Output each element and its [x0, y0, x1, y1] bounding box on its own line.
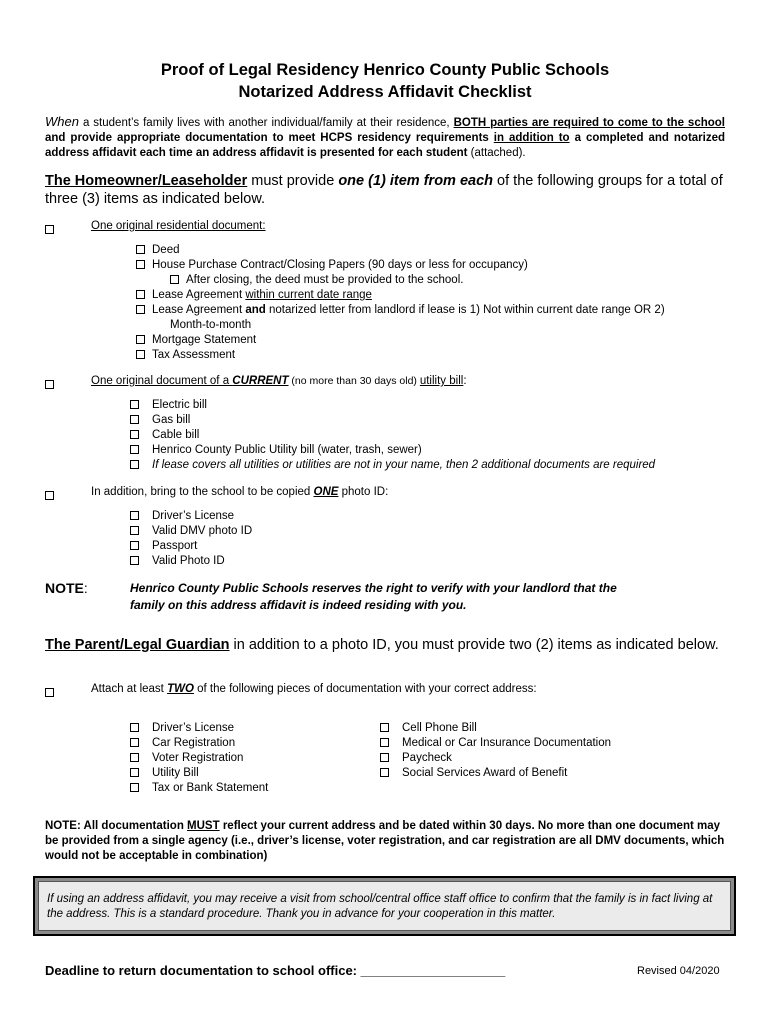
- cable-checkbox[interactable]: [130, 430, 139, 439]
- note1-colon: :: [83, 580, 88, 596]
- tax-assessment-label: Tax Assessment: [152, 349, 236, 361]
- after-closing-item[interactable]: [170, 273, 463, 288]
- valid-photo-id-item[interactable]: [130, 554, 225, 569]
- intro-text-1: a student’s family lives with another individual/family at their residence,: [78, 117, 454, 129]
- deadline-line: Deadline to return documentation to school office: ____________________: [45, 963, 506, 978]
- lease-utilities-checkbox[interactable]: [130, 460, 139, 469]
- after-closing-checkbox[interactable]: [170, 275, 179, 284]
- parent-doc-checkbox[interactable]: [130, 738, 139, 747]
- drivers-license-label: Driver’s License: [152, 510, 235, 522]
- dmv-id-item[interactable]: [130, 524, 252, 539]
- lease-range-checkbox[interactable]: [136, 290, 145, 299]
- deed-checkbox[interactable]: [136, 245, 145, 254]
- parent-doc-label: Tax or Bank Statement: [152, 782, 269, 794]
- passport-label: Passport: [152, 540, 198, 552]
- note1-line2: family on this address affidavit is indeed residing with you.: [130, 598, 467, 612]
- intro-when: When: [45, 114, 79, 129]
- mortgage-checkbox[interactable]: [136, 335, 145, 344]
- parent-doc-label: Social Services Award of Benefit: [402, 767, 568, 779]
- note1-label: [45, 580, 88, 597]
- parent-doc-item[interactable]: [380, 736, 611, 751]
- intro-in-addition: in addition to: [493, 132, 570, 144]
- attach-text-2: of the following pieces of documentation with your correct address:: [193, 683, 537, 695]
- parent-doc-label: Medical or Car Insurance Documentation: [402, 737, 612, 749]
- note2-must: MUST: [187, 820, 220, 832]
- visit-note: If using an address affidavit, you may receive a visit from school/central office staff office to confirm that the family is in fact living at the address. This is a standard procedure. Thank you in advance for your cooperation in this matter.: [38, 881, 731, 931]
- attach-text-1: Attach at least: [91, 683, 168, 695]
- homeowner-heading: [45, 172, 725, 208]
- page-subtitle: Notarized Address Affidavit Checklist: [238, 83, 532, 101]
- henrico-utility-checkbox[interactable]: [130, 445, 139, 454]
- month-to-month-text: Month-to-month: [170, 319, 252, 331]
- parent-doc-item[interactable]: [130, 736, 235, 751]
- parent-doc-item[interactable]: [380, 721, 477, 736]
- homeowner-label: The Homeowner/Leaseholder: [45, 173, 248, 189]
- parent-doc-checkbox[interactable]: [380, 723, 389, 732]
- henrico-utility-label: Henrico County Public Utility bill (water, trash, sewer): [152, 444, 422, 456]
- utility-age: (no more than 30 days old): [288, 375, 420, 387]
- lease-letter-label: Lease Agreement: [152, 304, 246, 316]
- electric-label: Electric bill: [152, 399, 207, 411]
- electric-item[interactable]: [130, 398, 207, 413]
- note1-label-text: NOTE: [45, 580, 84, 596]
- cable-label: Cable bill: [152, 429, 200, 441]
- attach-two: TWO: [167, 683, 194, 695]
- photo-id-text-2: photo ID:: [338, 486, 389, 498]
- valid-photo-id-checkbox[interactable]: [130, 556, 139, 565]
- utility-colon: :: [463, 375, 467, 387]
- parent-doc-label: Utility Bill: [152, 767, 199, 779]
- parent-doc-item[interactable]: [130, 781, 268, 796]
- parent-doc-label: Driver’s License: [152, 722, 235, 734]
- attach-checkbox[interactable]: [45, 683, 61, 701]
- utility-label: [91, 374, 467, 388]
- parent-doc-checkbox[interactable]: [380, 753, 389, 762]
- utility-label-text: One original document of a: [91, 375, 233, 387]
- drivers-license-checkbox[interactable]: [130, 511, 139, 520]
- intro-both-parties: BOTH parties are required to come to the school: [453, 117, 725, 129]
- intro-text-2: and provide appropriate documentation to meet HCPS residency requirements: [45, 132, 494, 144]
- parent-doc-checkbox[interactable]: [380, 738, 389, 747]
- parent-doc-item[interactable]: [380, 751, 452, 766]
- parent-heading: [45, 636, 725, 654]
- parent-doc-checkbox[interactable]: [380, 768, 389, 777]
- drivers-license-item[interactable]: [130, 509, 234, 524]
- residential-label: One original residential document:: [91, 220, 266, 232]
- henrico-utility-item[interactable]: [130, 443, 422, 458]
- parent-doc-item[interactable]: [130, 751, 243, 766]
- purchase-item[interactable]: [136, 258, 528, 273]
- lease-range-label: Lease Agreement: [152, 289, 246, 301]
- lease-letter-item[interactable]: [136, 303, 665, 318]
- gas-item[interactable]: [130, 413, 190, 428]
- purchase-label: House Purchase Contract/Closing Papers (90 days or less for occupancy): [152, 259, 528, 271]
- parent-doc-item[interactable]: [380, 766, 567, 781]
- passport-checkbox[interactable]: [130, 541, 139, 550]
- parent-doc-label: Cell Phone Bill: [402, 722, 477, 734]
- parent-doc-checkbox[interactable]: [130, 723, 139, 732]
- parent-text: in addition to a photo ID, you must provide two (2) items as indicated below.: [229, 637, 719, 653]
- note1-line1: Henrico County Public Schools reserves the right to verify with your landlord that the: [130, 581, 617, 595]
- parent-doc-label: Voter Registration: [152, 752, 244, 764]
- note2-text-2: reflect your current address and be dated within 30 days. No more than one document may be provided from a single agency (i.e., driver’s license, voter registration, and car registration are all DMV documents, which would not be acceptable in combination): [45, 820, 725, 862]
- lease-utilities-item[interactable]: [130, 458, 655, 473]
- lease-utilities-label: If lease covers all utilities or utilities are not in your name, then 2 additional documents are required: [152, 459, 656, 471]
- lease-range-underlined: within current date range: [245, 289, 372, 301]
- parent-doc-item[interactable]: [130, 766, 199, 781]
- gas-checkbox[interactable]: [130, 415, 139, 424]
- documentation-note: [45, 819, 725, 864]
- homeowner-one-item: one (1) item from each: [338, 173, 494, 189]
- lease-range-item[interactable]: [136, 288, 372, 303]
- dmv-id-label: Valid DMV photo ID: [152, 525, 253, 537]
- lease-letter-text: notarized letter from landlord if lease is 1) Not within current date range OR 2): [265, 304, 665, 316]
- utility-current: CURRENT: [232, 375, 289, 387]
- revised-date: Revised 04/2020: [637, 965, 720, 977]
- valid-photo-id-label: Valid Photo ID: [152, 555, 225, 567]
- intro-attached: (attached).: [467, 147, 526, 159]
- parent-doc-checkbox[interactable]: [130, 768, 139, 777]
- lease-letter-checkbox[interactable]: [136, 305, 145, 314]
- parent-doc-item[interactable]: [130, 721, 234, 736]
- parent-doc-label: Car Registration: [152, 737, 236, 749]
- homeowner-text-2: of the following groups for a total of three (3) items as indicated below.: [45, 173, 723, 207]
- intro-text-3: a completed and notarized address affidavit each time an address affidavit is presented for each student: [45, 132, 726, 159]
- tax-assessment-checkbox[interactable]: [136, 350, 145, 359]
- attach-label: [91, 682, 537, 696]
- photo-id-checkbox[interactable]: [45, 486, 61, 504]
- cable-item[interactable]: [130, 428, 199, 443]
- deed-label: Deed: [152, 244, 180, 256]
- passport-item[interactable]: [130, 539, 197, 554]
- purchase-checkbox[interactable]: [136, 260, 145, 269]
- parent-doc-checkbox[interactable]: [130, 753, 139, 762]
- photo-id-text-1: In addition, bring to the school to be copied: [91, 486, 314, 498]
- deed-item[interactable]: [136, 243, 180, 258]
- after-closing-label: After closing, the deed must be provided to the school.: [186, 274, 464, 286]
- visit-note-frame: [33, 876, 736, 936]
- electric-checkbox[interactable]: [130, 400, 139, 409]
- page-title: Proof of Legal Residency Henrico County Public Schools: [160, 61, 610, 79]
- parent-label: The Parent/Legal Guardian: [45, 637, 230, 653]
- gas-label: Gas bill: [152, 414, 191, 426]
- utility-bill-word: utility bill: [419, 375, 464, 387]
- mortgage-item[interactable]: [136, 333, 256, 348]
- homeowner-text-1: must provide: [247, 173, 339, 189]
- photo-id-one: ONE: [313, 486, 339, 498]
- intro-paragraph: [45, 114, 725, 161]
- mortgage-label: Mortgage Statement: [152, 334, 257, 346]
- utility-checkbox[interactable]: [45, 375, 61, 393]
- parent-doc-label: Paycheck: [402, 752, 452, 764]
- parent-doc-checkbox[interactable]: [130, 783, 139, 792]
- note2-text-1: NOTE: All documentation: [45, 820, 188, 832]
- photo-id-label: [91, 485, 388, 499]
- residential-checkbox[interactable]: [45, 220, 61, 238]
- lease-letter-and: and: [245, 304, 266, 316]
- dmv-id-checkbox[interactable]: [130, 526, 139, 535]
- tax-assessment-item[interactable]: [136, 348, 235, 363]
